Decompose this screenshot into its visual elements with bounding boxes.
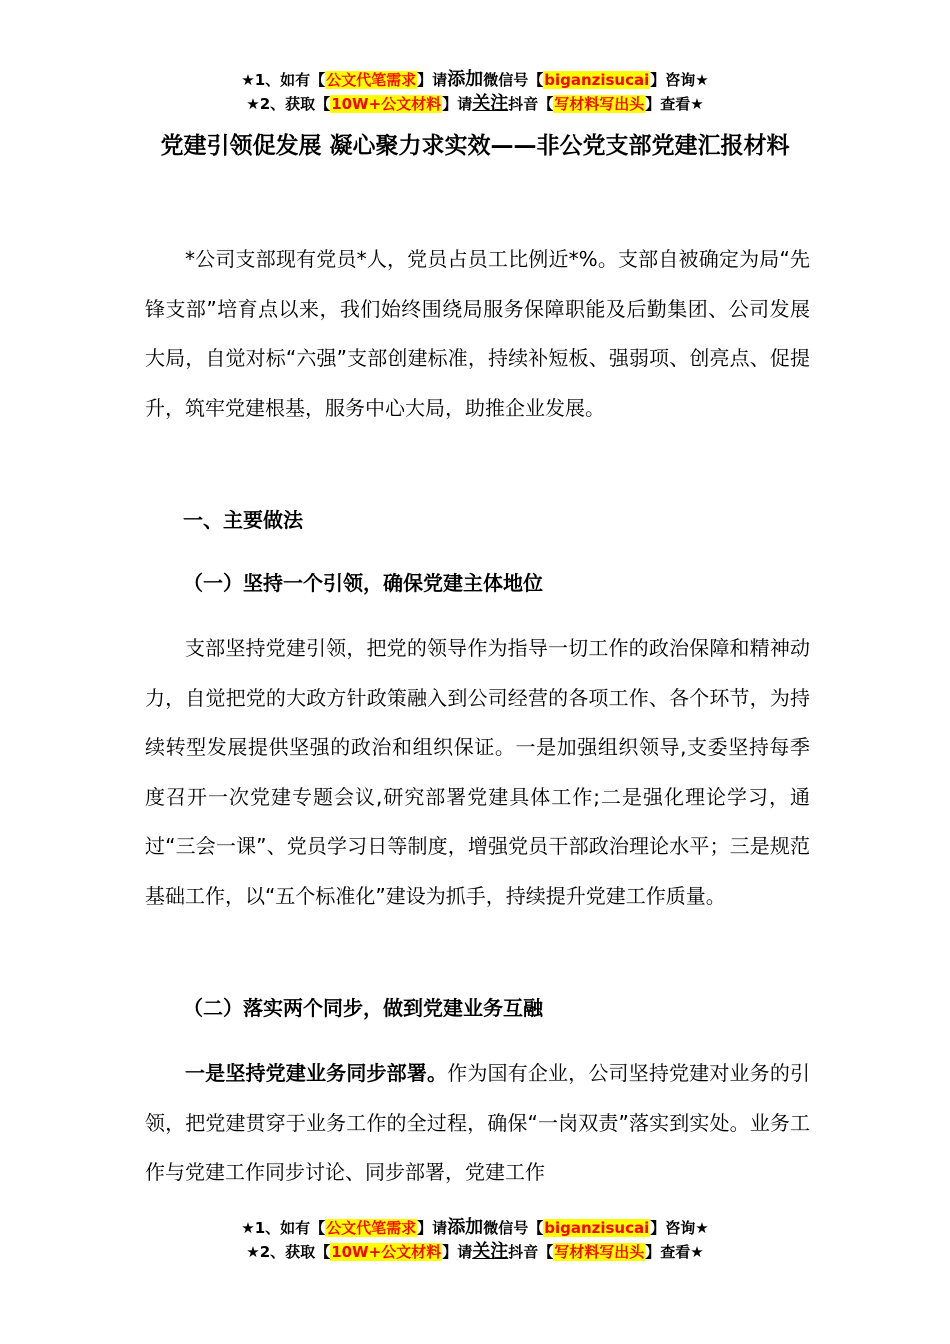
banner-text: ★1、如有【: [241, 71, 326, 89]
banner-emphasis: 添加: [447, 1217, 484, 1238]
banner-text: 】请: [417, 71, 448, 89]
document-title: 党建引领促发展 凝心聚力求实效——非公党支部党建汇报材料: [160, 133, 790, 159]
header-banner: [0, 68, 950, 116]
banner-highlight: 公文代笔需求: [326, 71, 417, 89]
banner-wechat-id: biganzisucai: [544, 1219, 650, 1237]
section-heading: 一、主要做法: [183, 508, 303, 532]
banner-text: 】咨询★: [650, 1219, 709, 1237]
banner-line-1: [0, 68, 950, 92]
subsection-heading-1: （一）坚持一个引领，确保党建主体地位: [183, 571, 543, 595]
banner-text: 】查看★: [645, 95, 704, 113]
banner-line-1: [0, 1216, 950, 1240]
banner-text: ★2、获取【: [246, 1243, 331, 1261]
banner-text: 】请: [442, 95, 473, 113]
banner-line-2: [0, 1240, 950, 1264]
intro-paragraph: *公司支部现有党员*人，党员占员工比例近*%。支部自被确定为局“先锋支部”培育点以来，我们始终围绕局服务保障职能及后勤集团、公司发展大局，自觉对标“六强”支部创建标准，持续补短板、强弱项、创亮点、促提升，筑牢党建根基，服务中心大局，助推企业发展。: [145, 247, 810, 420]
paragraph-lead: 一是坚持党建业务同步部署。: [185, 1061, 448, 1085]
banner-emphasis: 关注: [472, 93, 509, 114]
banner-text: 】请: [417, 1219, 448, 1237]
subsection-1-paragraph: 支部坚持党建引领，把党的领导作为指导一切工作的政治保障和精神动力，自觉把党的大政方针政策融入到公司经营的各项工作、各个环节，为持续转型发展提供坚强的政治和组织保证。一是加强组织领导,支委坚持每季度召开一次党建专题会议,研究部署党建具体工作;二是强化理论学习，通过“三会一课”、党员学习日等制度，增强党员干部政治理论水平；三是规范基础工作，以“五个标准化”建设为抓手，持续提升党建工作质量。: [145, 636, 810, 908]
banner-highlight: 10W+公文材料: [331, 1243, 442, 1261]
banner-text: 微信号【: [483, 71, 544, 89]
banner-line-2: [0, 92, 950, 116]
subsection-heading-2: （二）落实两个同步，做到党建业务互融: [183, 996, 543, 1020]
paragraph-text: 作为国有企业，公司坚持党建对业务的引领，把党建贯穿于业务工作的全过程，确保“一岗双责”落实到实处。业务工作与党建工作同步讨论、同步部署，党建工作: [145, 1061, 811, 1185]
banner-text: 】咨询★: [650, 71, 709, 89]
subsection-2-paragraph: [145, 1049, 810, 1198]
banner-emphasis: 添加: [447, 69, 484, 90]
banner-text: 】查看★: [645, 1243, 704, 1261]
banner-text: 抖音【: [508, 95, 554, 113]
banner-text: 抖音【: [508, 1243, 554, 1261]
banner-text: 】请: [442, 1243, 473, 1261]
banner-douyin-id: 写材料写出头: [554, 1243, 645, 1261]
banner-text: ★2、获取【: [246, 95, 331, 113]
banner-wechat-id: biganzisucai: [544, 71, 650, 89]
banner-douyin-id: 写材料写出头: [554, 95, 645, 113]
footer-banner: [0, 1216, 950, 1264]
banner-highlight: 10W+公文材料: [331, 95, 442, 113]
banner-text: 微信号【: [483, 1219, 544, 1237]
banner-emphasis: 关注: [472, 1241, 509, 1262]
banner-highlight: 公文代笔需求: [326, 1219, 417, 1237]
banner-text: ★1、如有【: [241, 1219, 326, 1237]
